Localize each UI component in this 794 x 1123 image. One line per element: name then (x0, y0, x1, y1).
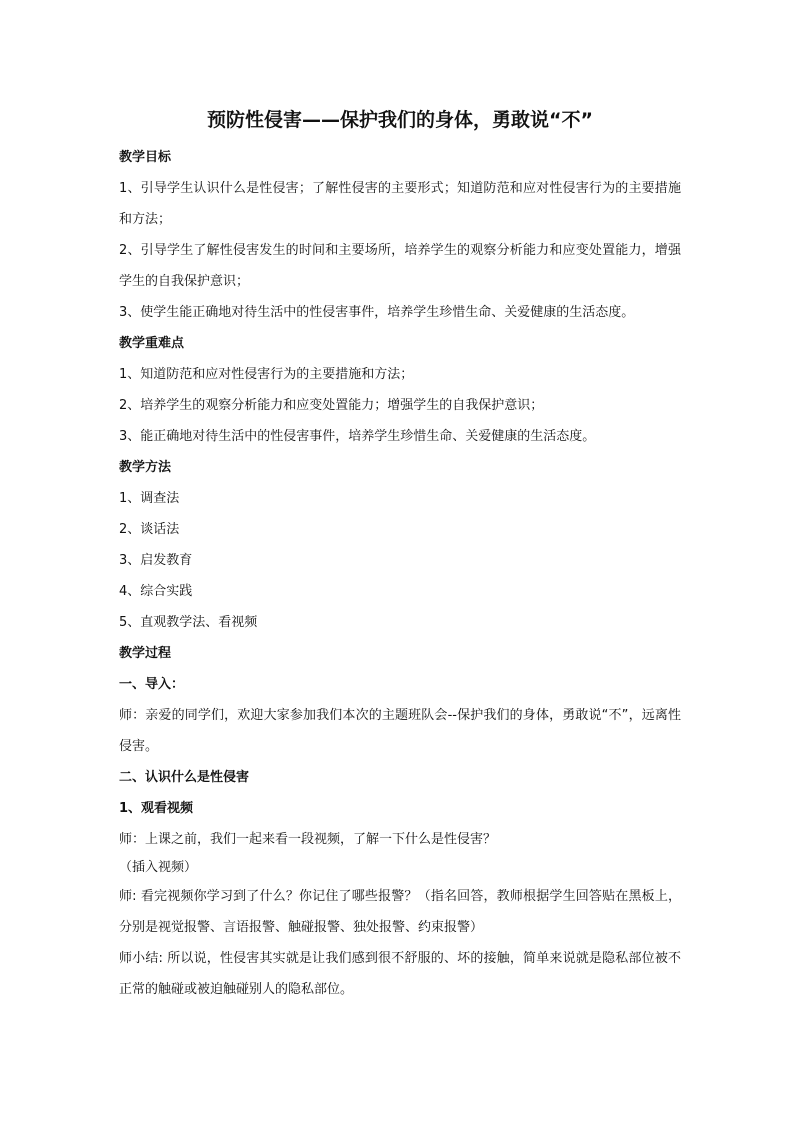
goal-item: 3、使学生能正确地对待生活中的性侵害事件，培养学生珍惜生命、关爱健康的生活态度。 (119, 305, 635, 320)
method-item: 4、综合实践 (119, 584, 193, 599)
teacher-summary-text: 师小结: 所以说，性侵害其实就是让我们感到很不舒服的、坏的接触，简单来说就是隐私部位被不正常的触碰或被迫触碰别人的隐私部位。 (119, 951, 681, 997)
key-point-item: 2、培养学生的观察分析能力和应变处置能力；增强学生的自我保护意识； (119, 398, 544, 413)
method-item: 1、调查法 (119, 491, 180, 506)
insert-video-note: （插入视频） (119, 860, 198, 875)
goals-heading: 教学目标 (119, 150, 172, 165)
goal-item: 2、引导学生了解性侵害发生的时间和主要场所，培养学生的观察分析能力和应变处置能力，增强学生的自我保护意识； (119, 243, 681, 289)
method-item: 5、直观教学法、看视频 (119, 615, 258, 630)
goal-item: 1、引导学生认识什么是性侵害；了解性侵害的主要形式；知道防范和应对性侵害行为的主要措施和方法； (119, 181, 681, 227)
section-intro-heading: 一、导入： (119, 677, 185, 692)
method-item: 2、谈话法 (119, 522, 180, 537)
section-intro-text: 师：亲爱的同学们，欢迎大家参加我们本次的主题班队会--保护我们的身体，勇敢说“不”，远离性侵害。 (119, 708, 681, 754)
video-question-text: 师: 看完视频你学习到了什么？你记住了哪些报警？（指名回答，教师根据学生回答贴在黑板上，分别是视觉报警、言语报警、触碰报警、独处报警、约束报警） (119, 889, 681, 935)
document-body (119, 104, 681, 1005)
key-points-heading: 教学重难点 (119, 336, 185, 351)
method-item: 3、启发教育 (119, 553, 193, 568)
process-heading: 教学过程 (119, 646, 172, 661)
document-title: 预防性侵害——保护我们的身体，勇敢说“不” (207, 109, 593, 131)
key-point-item: 3、能正确地对待生活中的性侵害事件，培养学生珍惜生命、关爱健康的生活态度。 (119, 429, 596, 444)
methods-heading: 教学方法 (119, 460, 172, 475)
section-understand-heading: 二、认识什么是性侵害 (119, 770, 250, 785)
key-point-item: 1、知道防范和应对性侵害行为的主要措施和方法； (119, 367, 414, 382)
video-intro-text: 师：上课之前，我们一起来看一段视频，了解一下什么是性侵害？ (119, 832, 497, 847)
subsection-video-heading: 1、观看视频 (119, 801, 194, 816)
